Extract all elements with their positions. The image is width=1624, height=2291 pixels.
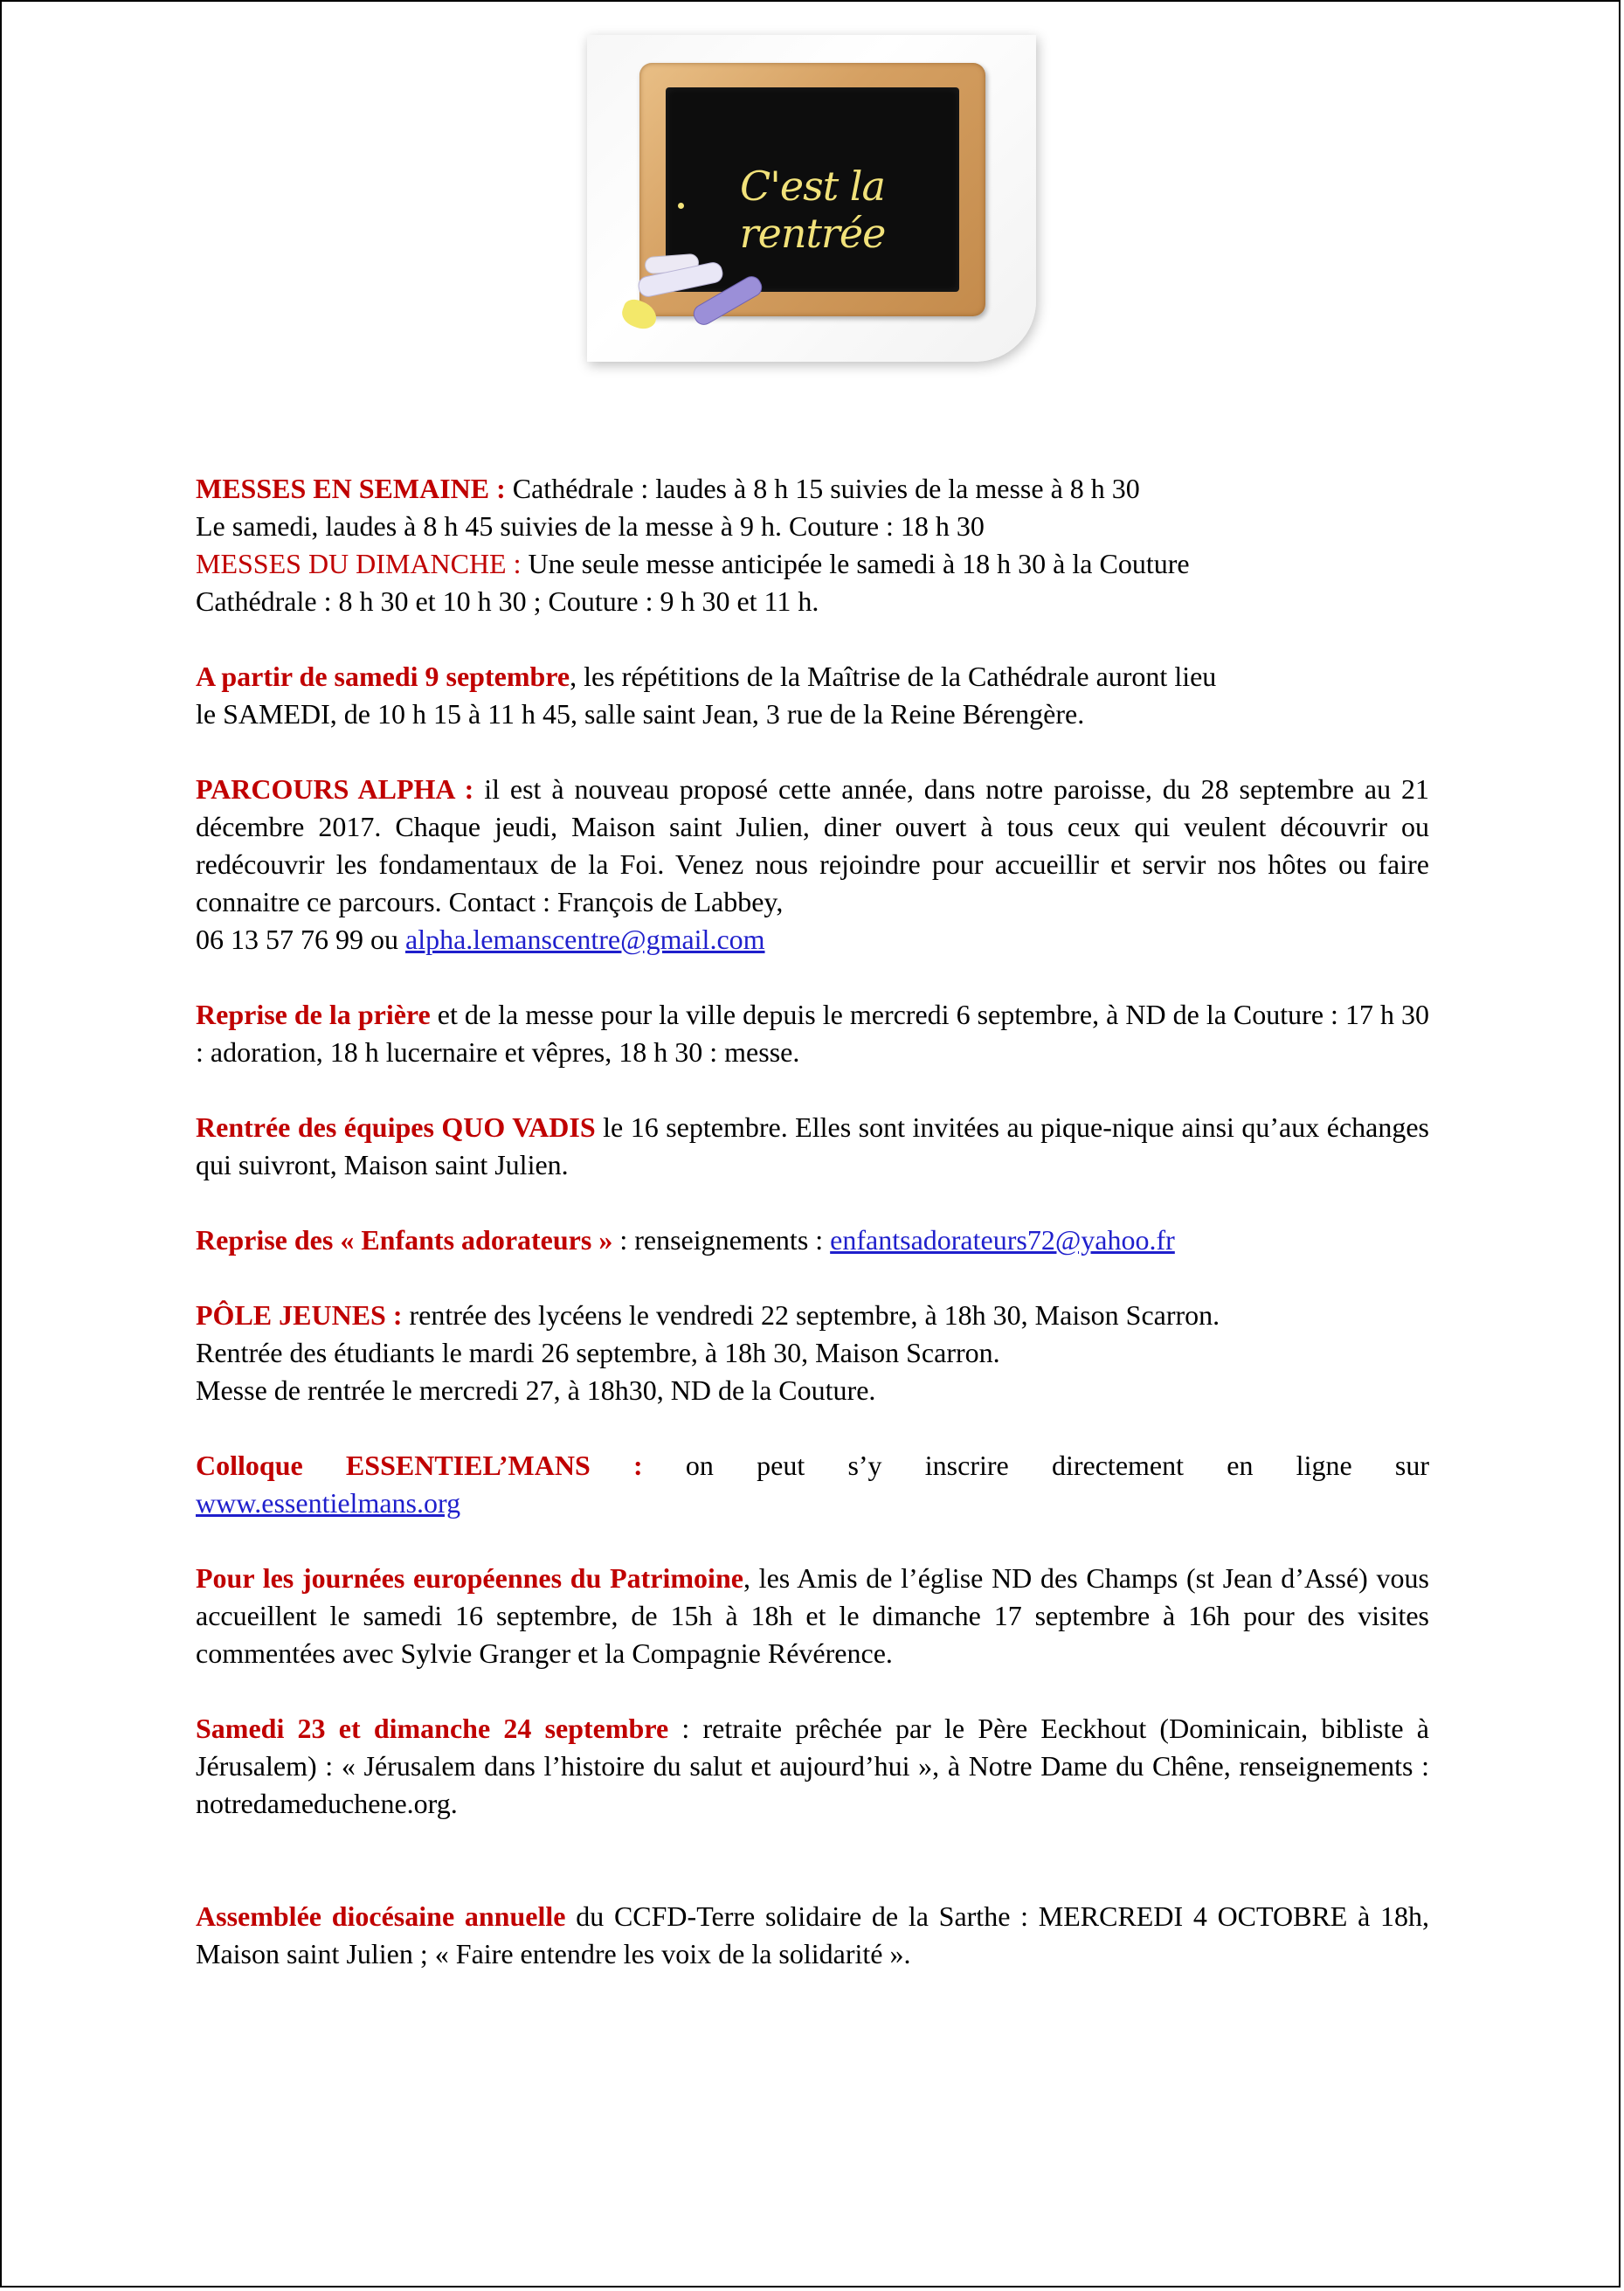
enfants-heading: Reprise des « Enfants adorateurs » [196, 1224, 613, 1256]
quo-vadis-text: le 16 septembre. Elles sont invitées au pique-nique ainsi qu’aux échanges qui suivront, Maison saint Julien. [196, 1111, 1430, 1180]
maitrise-line-1 [196, 658, 1429, 696]
spacer [196, 1860, 1429, 1898]
paragraph-maitrise [196, 658, 1429, 733]
paragraph-essentielmans [196, 1447, 1429, 1522]
paragraph-patrimoine [196, 1560, 1429, 1672]
alpha-contact-line [196, 921, 1429, 959]
alpha-phone: 06 13 57 76 99 ou [196, 924, 405, 955]
messes-semaine-text: Cathédrale : laudes à 8 h 15 suivies de la messe à 8 h 30 [505, 473, 1140, 504]
enfants-text: : renseignements : [612, 1224, 831, 1256]
messes-cathedrale-line: Cathédrale : 8 h 30 et 10 h 30 ; Couture : 9 h 30 et 11 h. [196, 585, 819, 617]
paragraph-pole-jeunes [196, 1297, 1429, 1409]
essentielmans-link[interactable]: www.essentielmans.org [196, 1487, 461, 1519]
patrimoine-text: , les Amis de l’église ND des Champs (st Jean d’Assé) vous accueillent le samedi 16 septembre, de 15h à 18h et le dimanche 17 septembre à 16h pour des visites commentées avec Sylvie Granger et la Compagnie Révérence. [196, 1562, 1430, 1669]
essentielmans-heading: Colloque ESSENTIEL’MANS : [196, 1450, 643, 1481]
pole-jeunes-line-3: Messe de rentrée le mercredi 27, à 18h30, ND de la Couture. [196, 1374, 876, 1406]
pole-jeunes-line-2: Rentrée des étudiants le mardi 26 septembre, à 18h 30, Maison Scarron. [196, 1337, 1000, 1368]
essentielmans-line-2 [196, 1485, 1429, 1522]
paragraph-priere [196, 996, 1429, 1071]
chalkboard-surface [666, 87, 959, 292]
essentielmans-text: on peut s’y inscrire directement en ligne sur [642, 1450, 1430, 1481]
paragraph-retraite [196, 1710, 1429, 1823]
pole-jeunes-heading: PÔLE JEUNES : [196, 1299, 403, 1331]
paragraph-quo-vadis [196, 1109, 1429, 1184]
pole-jeunes-text: rentrée des lycéens le vendredi 22 septembre, à 18h 30, Maison Scarron. [402, 1299, 1220, 1331]
retraite-text: : retraite prêchée par le Père Eeckhout (Dominicain, bibliste à Jérusalem) : « Jérusalem dans l’histoire du salut et aujourd’hui », à Notre Dame du Chêne, renseignements : notredameduchene.org. [196, 1713, 1430, 1819]
essentielmans-line-1 [196, 1447, 1429, 1485]
paragraph-enfants-adorateurs [196, 1222, 1429, 1259]
priere-heading: Reprise de la prière [196, 999, 431, 1030]
maitrise-text: , les répétitions de la Maîtrise de la Cathédrale auront lieu [570, 661, 1217, 692]
rentree-logo [587, 35, 1036, 362]
maitrise-heading: A partir de samedi 9 septembre [196, 661, 570, 692]
enfants-email-link[interactable]: enfantsadorateurs72@yahoo.fr [830, 1224, 1175, 1256]
ccfd-heading: Assemblée diocésaine annuelle [196, 1900, 566, 1932]
messes-dimanche-heading: MESSES DU DIMANCHE : [196, 548, 522, 579]
paragraph-alpha [196, 771, 1429, 959]
alpha-text: il est à nouveau proposé cette année, dans notre paroisse, du 28 septembre au 21 décembre 2017. Chaque jeudi, Maison saint Julien, diner ouvert à tous ceux qui veulent découvrir ou redécouvrir les fondamentaux de la Foi. Venez nous rejoindre pour accueillir et servir nos hôtes ou faire connaitre ce parcours. Contact : François de Labbey, [196, 773, 1430, 917]
paragraph-messes [196, 470, 1429, 620]
paragraph-ccfd [196, 1898, 1429, 1973]
quo-vadis-heading: Rentrée des équipes QUO VADIS [196, 1111, 596, 1143]
maitrise-line-2: le SAMEDI, de 10 h 15 à 11 h 45, salle saint Jean, 3 rue de la Reine Bérengère. [196, 698, 1085, 730]
pole-jeunes-line-1 [196, 1297, 1429, 1334]
alpha-heading: PARCOURS ALPHA : [196, 773, 474, 805]
retraite-heading: Samedi 23 et dimanche 24 septembre [196, 1713, 669, 1744]
messes-semaine-heading: MESSES EN SEMAINE : [196, 473, 506, 504]
alpha-email-link[interactable]: alpha.lemanscentre@gmail.com [405, 924, 765, 955]
ccfd-text: du CCFD-Terre solidaire de la Sarthe : MERCREDI 4 OCTOBRE à 18h, Maison saint Julien ; « Faire entendre les voix de la solidarité ». [196, 1900, 1430, 1969]
messes-samedi-line: Le samedi, laudes à 8 h 45 suivies de la messe à 9 h. Couture : 18 h 30 [196, 510, 985, 542]
patrimoine-heading: Pour les journées européennes du Patrimoine [196, 1562, 743, 1594]
logo-text: C'est la rentrée [739, 163, 886, 257]
messes-semaine-line [196, 470, 1429, 508]
bulletin-content [196, 470, 1429, 2011]
messes-dimanche-text: Une seule messe anticipée le samedi à 18 h 30 à la Couture [521, 548, 1190, 579]
messes-dimanche-line [196, 545, 1429, 583]
priere-text: et de la messe pour la ville depuis le mercredi 6 septembre, à ND de la Couture : 17 h 30 : adoration, 18 h lucernaire et vêpres, 18 h 30 : messe. [196, 999, 1430, 1068]
